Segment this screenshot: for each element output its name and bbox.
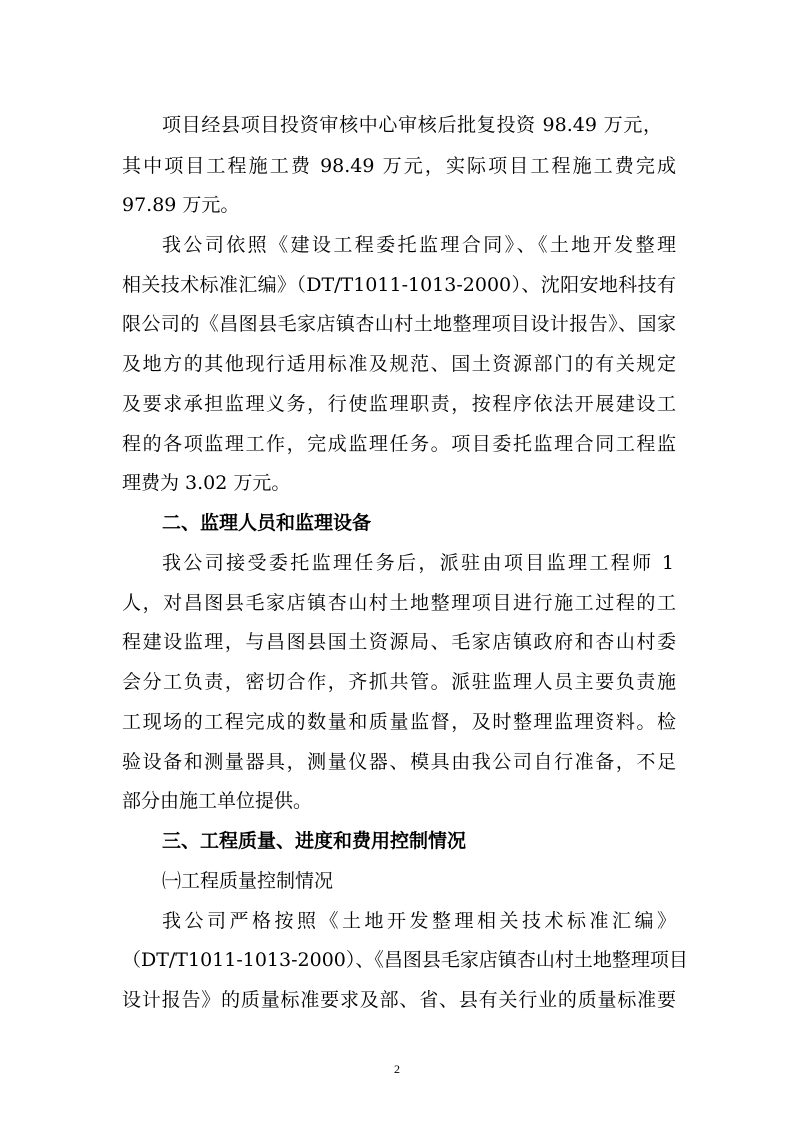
text-line: 我公司严格按照《土地开发整理相关技术标准汇编》 <box>162 910 676 932</box>
text-line: 及要求承担监理义务，行使监理职责，按程序依法开展建设工 <box>122 393 676 415</box>
text-line: 设计报告》的质量标准要求及部、省、县有关行业的质量标准要 <box>122 989 676 1011</box>
text-line: （DT/T1011-1013-2000）、《昌图县毛家店镇杏山村土地整理项目 <box>122 949 688 971</box>
section-heading: 三、工程质量、进度和费用控制情况 <box>162 830 467 852</box>
text-line: 其中项目工程施工费 98.49 万元，实际项目工程施工费完成 <box>122 155 676 177</box>
text-line: 理费为 3.02 万元。 <box>122 472 291 494</box>
text-line: 相关技术标准汇编》（DT/T1011-1013-2000）、沈阳安地科技有 <box>122 274 676 296</box>
text-line: 部分由施工单位提供。 <box>122 790 313 812</box>
text-line: 我公司接受委托监理任务后，派驻由项目监理工程师 1 <box>162 552 674 574</box>
subsection-heading: ㈠工程质量控制情况 <box>162 870 334 892</box>
text-line: 会分工负责，密切合作，齐抓共管。派驻监理人员主要负责施 <box>122 671 676 693</box>
text-line: 程建设监理，与昌图县国土资源局、毛家店镇政府和杏山村委 <box>122 631 676 653</box>
section-heading: 二、监理人员和监理设备 <box>162 512 372 534</box>
text-line: 程的各项监理工作，完成监理任务。项目委托监理合同工程监 <box>122 433 676 455</box>
text-line: 人，对昌图县毛家店镇杏山村土地整理项目进行施工过程的工 <box>122 592 676 614</box>
text-line: 工现场的工程完成的数量和质量监督，及时整理监理资料。检 <box>122 711 676 733</box>
text-line: 我公司依照《建设工程委托监理合同》、《土地开发整理 <box>162 234 676 256</box>
text-line: 限公司的《昌图县毛家店镇杏山村土地整理项目设计报告》、国家 <box>122 313 676 335</box>
text-line: 及地方的其他现行适用标准及规范、国土资源部门的有关规定 <box>122 353 676 375</box>
text-line: 验设备和测量器具，测量仪器、模具由我公司自行准备，不足 <box>122 751 676 773</box>
text-line: 97.89 万元。 <box>122 194 240 216</box>
text-line: 项目经县项目投资审核中心审核后批复投资 98.49 万元， <box>162 114 662 136</box>
page-number: 2 <box>394 1062 400 1076</box>
